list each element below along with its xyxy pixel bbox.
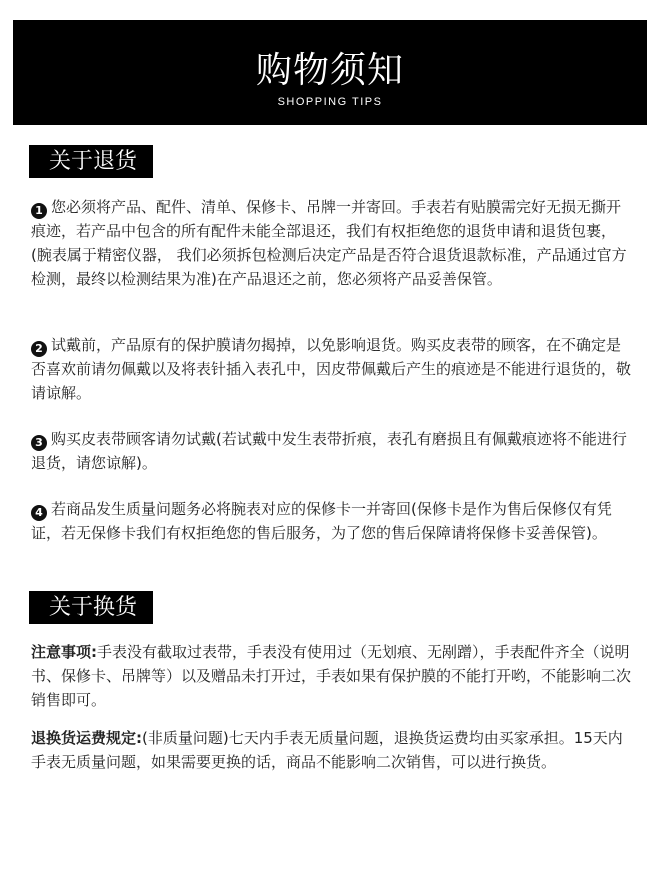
exchange-note-shipping <box>31 726 633 774</box>
exchange-note-text: (非质量问题)七天内手表无质量问题，退换货运费均由买家承担。15天内手表无质量问题，如果需要更换的话，商品不能影响二次销售，可以进行换货。 <box>31 729 623 771</box>
return-item-text: 若商品发生质量问题务必将腕表对应的保修卡一并寄回(保修卡是作为售后保修仅有凭证，若无保修卡我们有权拒绝您的售后服务，为了您的售后保障请将保修卡妥善保管)。 <box>31 500 612 542</box>
section-heading-exchange: 关于换货 <box>29 591 153 624</box>
return-item-text: 购买皮表带顾客请勿试戴(若试戴中发生表带折痕，表孔有磨损且有佩戴痕迹将不能进行退货，请您谅解)。 <box>31 430 627 472</box>
number-badge-icon: 2 <box>31 341 47 357</box>
page-title: 购物须知 <box>255 50 404 91</box>
exchange-note-label: 注意事项: <box>31 643 97 661</box>
exchange-note-label: 退换货运费规定: <box>31 729 142 747</box>
return-item-text: 试戴前，产品原有的保护膜请勿揭掉，以免影响退货。购买皮表带的顾客，在不确定是否喜欢前请勿佩戴以及将表针插入表孔中，因皮带佩戴后产生的痕迹是不能进行退货的，敬请谅解。 <box>31 336 632 402</box>
return-item-1 <box>31 195 633 291</box>
header-banner <box>13 20 647 125</box>
return-item-4 <box>31 497 633 545</box>
number-badge-icon: 1 <box>31 203 47 219</box>
page-subtitle: SHOPPING TIPS <box>277 96 383 108</box>
number-badge-icon: 4 <box>31 505 47 521</box>
return-item-3 <box>31 427 633 475</box>
exchange-note-text: 手表没有截取过表带，手表没有使用过（无划痕、无剐蹭），手表配件齐全（说明书、保修卡、吊牌等）以及赠品未打开过，手表如果有保护膜的不能打开哟，不能影响二次销售即可。 <box>31 643 632 709</box>
exchange-note-conditions <box>31 640 633 712</box>
number-badge-icon: 3 <box>31 435 47 451</box>
return-item-text: 您必须将产品、配件、清单、保修卡、吊牌一并寄回。手表若有贴膜需完好无损无撕开痕迹，若产品中包含的所有配件未能全部退还，我们有权拒绝您的退货申请和退货包裹，(腕表属于精密仪器， 我们必须拆包检测后决定产品是否符合退货退款标准，产品通过官方检测，最终以检测结果为准)在产品退还之前，您必须将产品妥善保管。 <box>31 198 627 288</box>
return-item-2 <box>31 333 633 405</box>
section-heading-returns: 关于退货 <box>29 145 153 178</box>
